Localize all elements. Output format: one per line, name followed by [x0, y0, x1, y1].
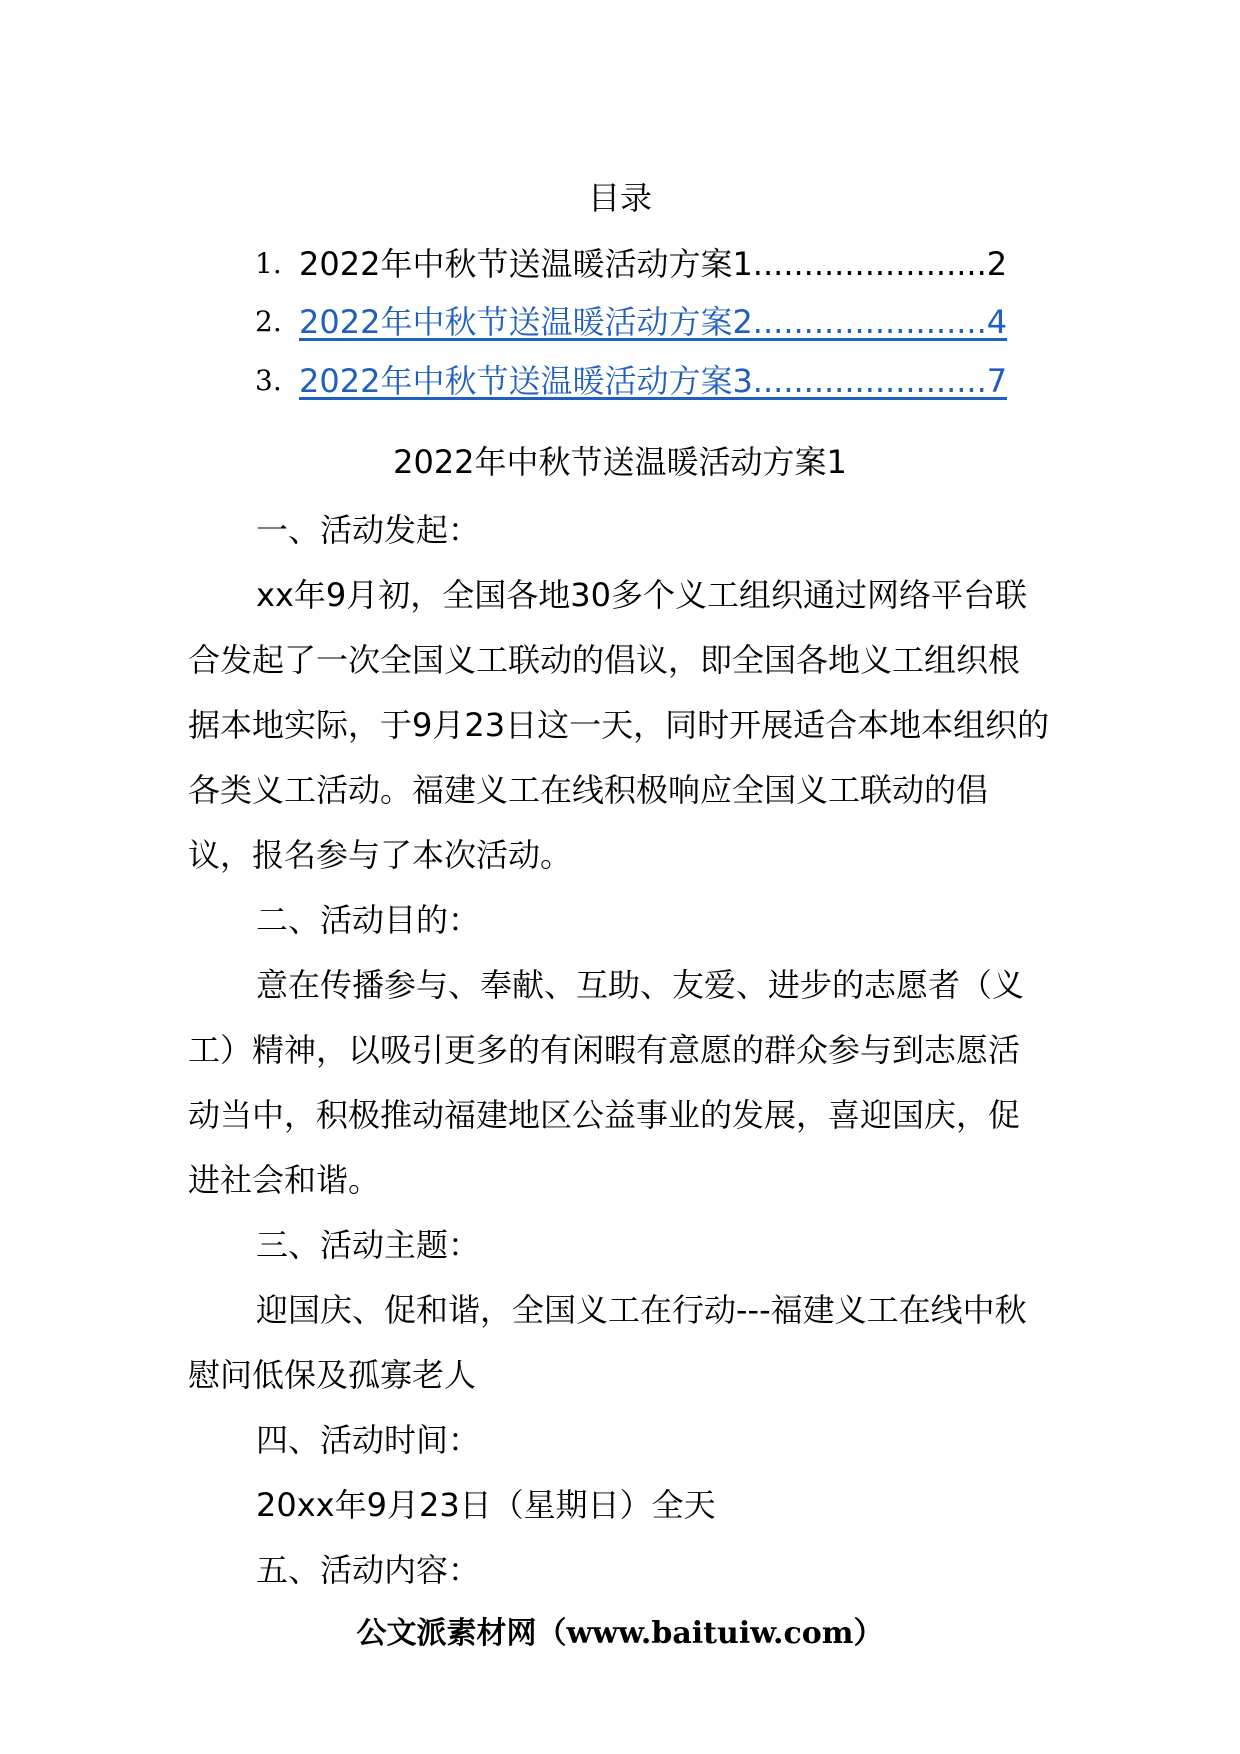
section-heading-initiation: 一、活动发起： — [256, 511, 481, 549]
toc-item-label[interactable]: 2022年中秋节送温暖活动方案1.......................2 — [299, 245, 1008, 283]
section-heading-theme: 三、活动主题： — [256, 1226, 481, 1264]
footer-watermark: 公文派素材网（www.baituiw.com） — [356, 1616, 884, 1651]
paragraph-purpose: 意在传播参与、奉献、互助、友爱、进步的志愿者（义工）精神，以吸引更多的有闲暇有意愿的群众参与到志愿活动当中，积极推动福建地区公益事业的发展，喜迎国庆，促进社会和谐。 — [188, 966, 1025, 1199]
toc-item-number: 3. — [255, 364, 282, 397]
toc-item-3[interactable] — [255, 359, 1055, 403]
toc-title: 目录 — [587, 179, 652, 217]
toc-item-1[interactable] — [255, 242, 1055, 286]
section-heading-time: 四、活动时间： — [256, 1421, 481, 1459]
paragraph-time: 20xx年9月23日（星期日）全天 — [256, 1486, 716, 1524]
paragraph-theme: 迎国庆、促和谐，全国义工在行动---福建义工在线中秋慰问低保及孤寡老人 — [188, 1291, 1027, 1394]
section-heading-purpose: 二、活动目的： — [256, 901, 481, 939]
toc-item-number: 2. — [255, 305, 282, 338]
paragraph-initiation: xx年9月初，全国各地30多个义工组织通过网络平台联合发起了一次全国义工联动的倡议，即全国各地义工组织根据本地实际，于9月23日这一天，同时开展适合本地本组织的各类义工活动。福建义工在线积极响应全国义工联动的倡议，报名参与了本次活动。 — [188, 576, 1050, 874]
toc-item-number: 1. — [255, 247, 282, 280]
toc-item-link[interactable]: 2022年中秋节送温暖活动方案2.......................4 — [299, 303, 1008, 341]
toc-item-link[interactable]: 2022年中秋节送温暖活动方案3.......................7 — [299, 362, 1008, 400]
toc-item-2[interactable] — [255, 300, 1055, 344]
document-heading: 2022年中秋节送温暖活动方案1 — [393, 443, 847, 481]
section-heading-content: 五、活动内容： — [256, 1551, 481, 1589]
